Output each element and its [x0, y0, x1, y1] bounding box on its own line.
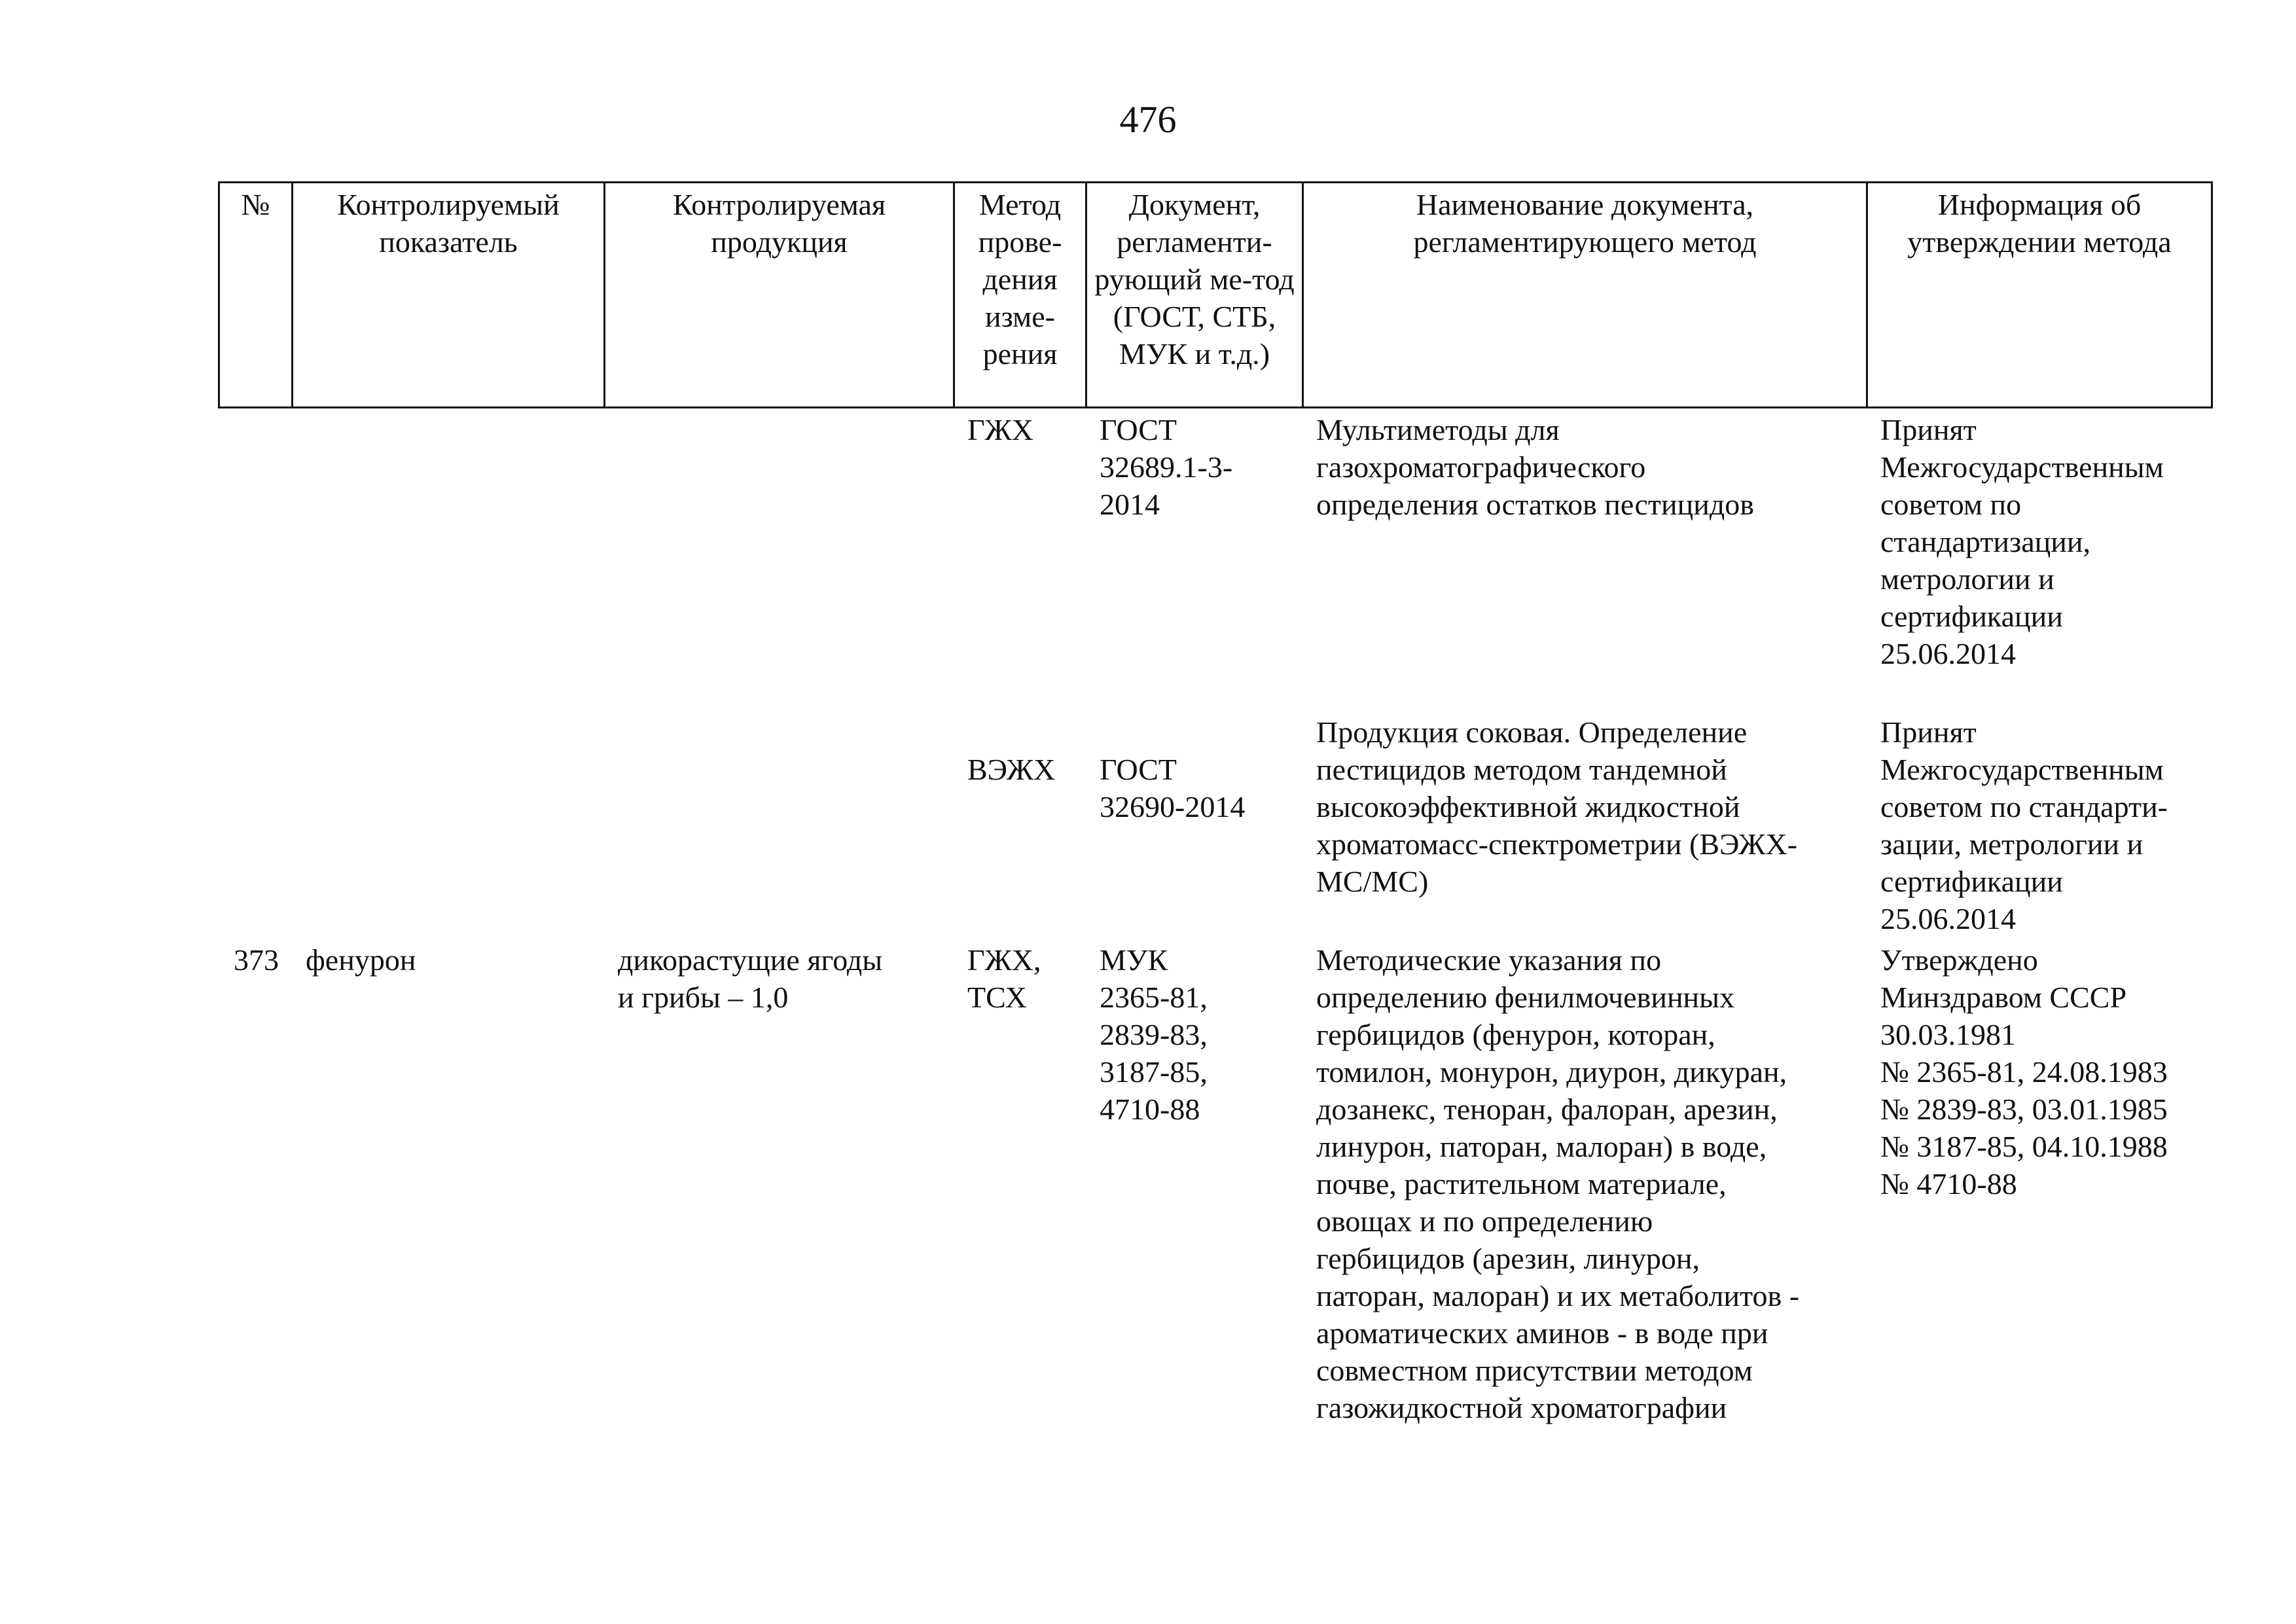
cell-indicator: фенурон: [306, 943, 416, 977]
header-document: Документ, регламенти-рующий ме-тод (ГОСТ, СТБ, МУК и т.д.): [1086, 183, 1303, 408]
cell-num: [218, 411, 291, 713]
cell-method: ГЖХ: [967, 413, 1034, 446]
header-doc-name: Наименование документа, регламентирующего метод: [1303, 183, 1867, 408]
cell-document: МУК 2365-81, 2839-83, 3187-85, 4710-88: [1100, 943, 1208, 1126]
cell-product: [603, 411, 953, 713]
table-row: [218, 713, 2211, 941]
cell-product: [603, 713, 953, 941]
table-row: [218, 941, 2211, 1426]
table-header: [218, 181, 2213, 408]
cell-document: ГОСТ 32690-2014: [1100, 753, 1246, 823]
cell-product: дикорастущие ягоды и грибы – 1,0: [618, 943, 883, 1014]
cell-approval: Утверждено Минздравом СССР 30.03.1981 № 2365-81, 24.08.1983 № 2839-83, 03.01.1985 № 3187-85, 04.10.1988 № 4710-88: [1880, 943, 2168, 1200]
cell-doc-name: Методические указания по определению фенилмочевинных гербицидов (фенурон, которан, томилон, монурон, диурон, дикуран, дозанекс, теноран, фалоран, арезин, линурон, паторан, малоран) в воде, почве, растительном материале, овощах и по определению гербицидов (арезин, линурон, паторан, малоран) и их метаболитов - ароматических аминов - в воде при совместном присутствии методом газожидкостной хроматографии: [1316, 943, 1800, 1424]
page-number: 476: [1119, 98, 1177, 141]
header-num: №: [219, 183, 293, 408]
cell-num: [218, 713, 291, 941]
header-approval: Информация об утверждении метода: [1867, 183, 2212, 408]
cell-doc-name: Мультиметоды для газохроматографического определения остатков пестицидов: [1316, 413, 1754, 521]
cell-indicator: [291, 411, 603, 713]
table-body: [218, 411, 2211, 1426]
table-row: [218, 411, 2211, 713]
cell-indicator: [291, 713, 603, 941]
cell-approval: Принят Межгосударственным советом по стандартизации, метрологии и сертификации 25.06.2014: [1880, 413, 2164, 670]
header-method: Метод прове-дения изме-рения: [954, 183, 1086, 408]
cell-num: 373: [234, 943, 279, 977]
header-indicator: Контролируемый показатель: [293, 183, 605, 408]
cell-approval: Принят Межгосударственным советом по стандарти- зации, метрологии и сертификации 25.06.2014: [1880, 715, 2168, 935]
cell-method: ВЭЖХ: [967, 753, 1056, 786]
cell-method: ГЖХ, ТСХ: [967, 943, 1041, 1014]
cell-document: ГОСТ 32689.1-3- 2014: [1100, 413, 1233, 521]
cell-doc-name: Продукция соковая. Определение пестицидов методом тандемной высокоэффективной жидкостной хроматомасс-спектрометрии (ВЭЖХ- МС/МС): [1316, 715, 1798, 898]
header-product: Контролируемая продукция: [605, 183, 954, 408]
